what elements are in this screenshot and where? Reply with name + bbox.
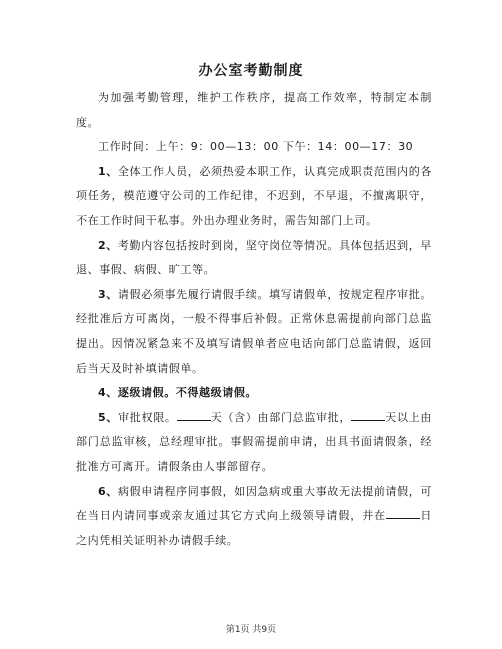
rule-number: 1、	[98, 164, 118, 178]
blank-line	[386, 508, 420, 519]
rule-number: 2、	[98, 238, 118, 252]
rule-text: 请假必须事先履行请假手续。填写请假单，按规定程序审批。经批准后方可离岗，一般不得事后补假。正常休息需提前向部门总监提出。因情况紧急来不及填写请假单者应电话向部门总监请假，返回后当天及时补填请假单。	[76, 287, 432, 375]
work-time-paragraph: 工作时间：上午：9：00—13：00 下午：14：00—17：30	[98, 140, 414, 154]
rule-item-5	[76, 406, 432, 480]
rule-item-1	[76, 160, 432, 234]
rule-item-4	[76, 381, 432, 406]
blank-line	[177, 410, 211, 421]
document-body	[76, 86, 432, 553]
rule-text-c: 天以上由部门总监审核，总经理审批。事假需提前申请，出具书面请假条，经批准方可离开。请假条由人事部留存。	[76, 410, 433, 473]
intro-paragraph: 为加强考勤管理，维护工作秩序，提高工作效率，特制定本制度。	[76, 91, 432, 129]
rule-number: 4、	[98, 386, 118, 400]
rule-number: 6、	[98, 484, 118, 498]
rule-item-6	[76, 480, 432, 554]
rule-text-a: 病假申请程序同事假，如因急病或重大事故无法提前请假，可在当日内请同事或亲友通过其它方式向上级领导请假，并在	[76, 484, 432, 523]
rule-item-2	[76, 234, 432, 283]
document-title: 办公室考勤制度	[198, 63, 304, 79]
rule-text: 全体工作人员，必须热爱本职工作，认真完成职责范围内的各项任务，模范遵守公司的工作纪律，不迟到，不早退，不擅离职守，不在工作时间干私事。外出办理业务时，需告知部门上司。	[76, 164, 432, 227]
rule-number: 3、	[98, 287, 118, 301]
rule-text: 考勤内容包括按时到岗，坚守岗位等情况。具体包括迟到，早退、事假、病假、旷工等。	[76, 238, 432, 277]
rule-text-b: 日之内凭相关证明补办请假手续。	[76, 509, 432, 547]
page-footer: 第1页 共9页	[225, 625, 277, 635]
rule-item-3	[76, 283, 432, 381]
rule-text-a: 审批权限。	[118, 410, 177, 424]
blank-line	[351, 410, 385, 421]
rule-text: 逐级请假。不得越级请假。	[117, 386, 258, 400]
rule-number: 5、	[98, 410, 119, 424]
rule-text-b: 天（含）由部门总监审批，	[210, 410, 352, 424]
